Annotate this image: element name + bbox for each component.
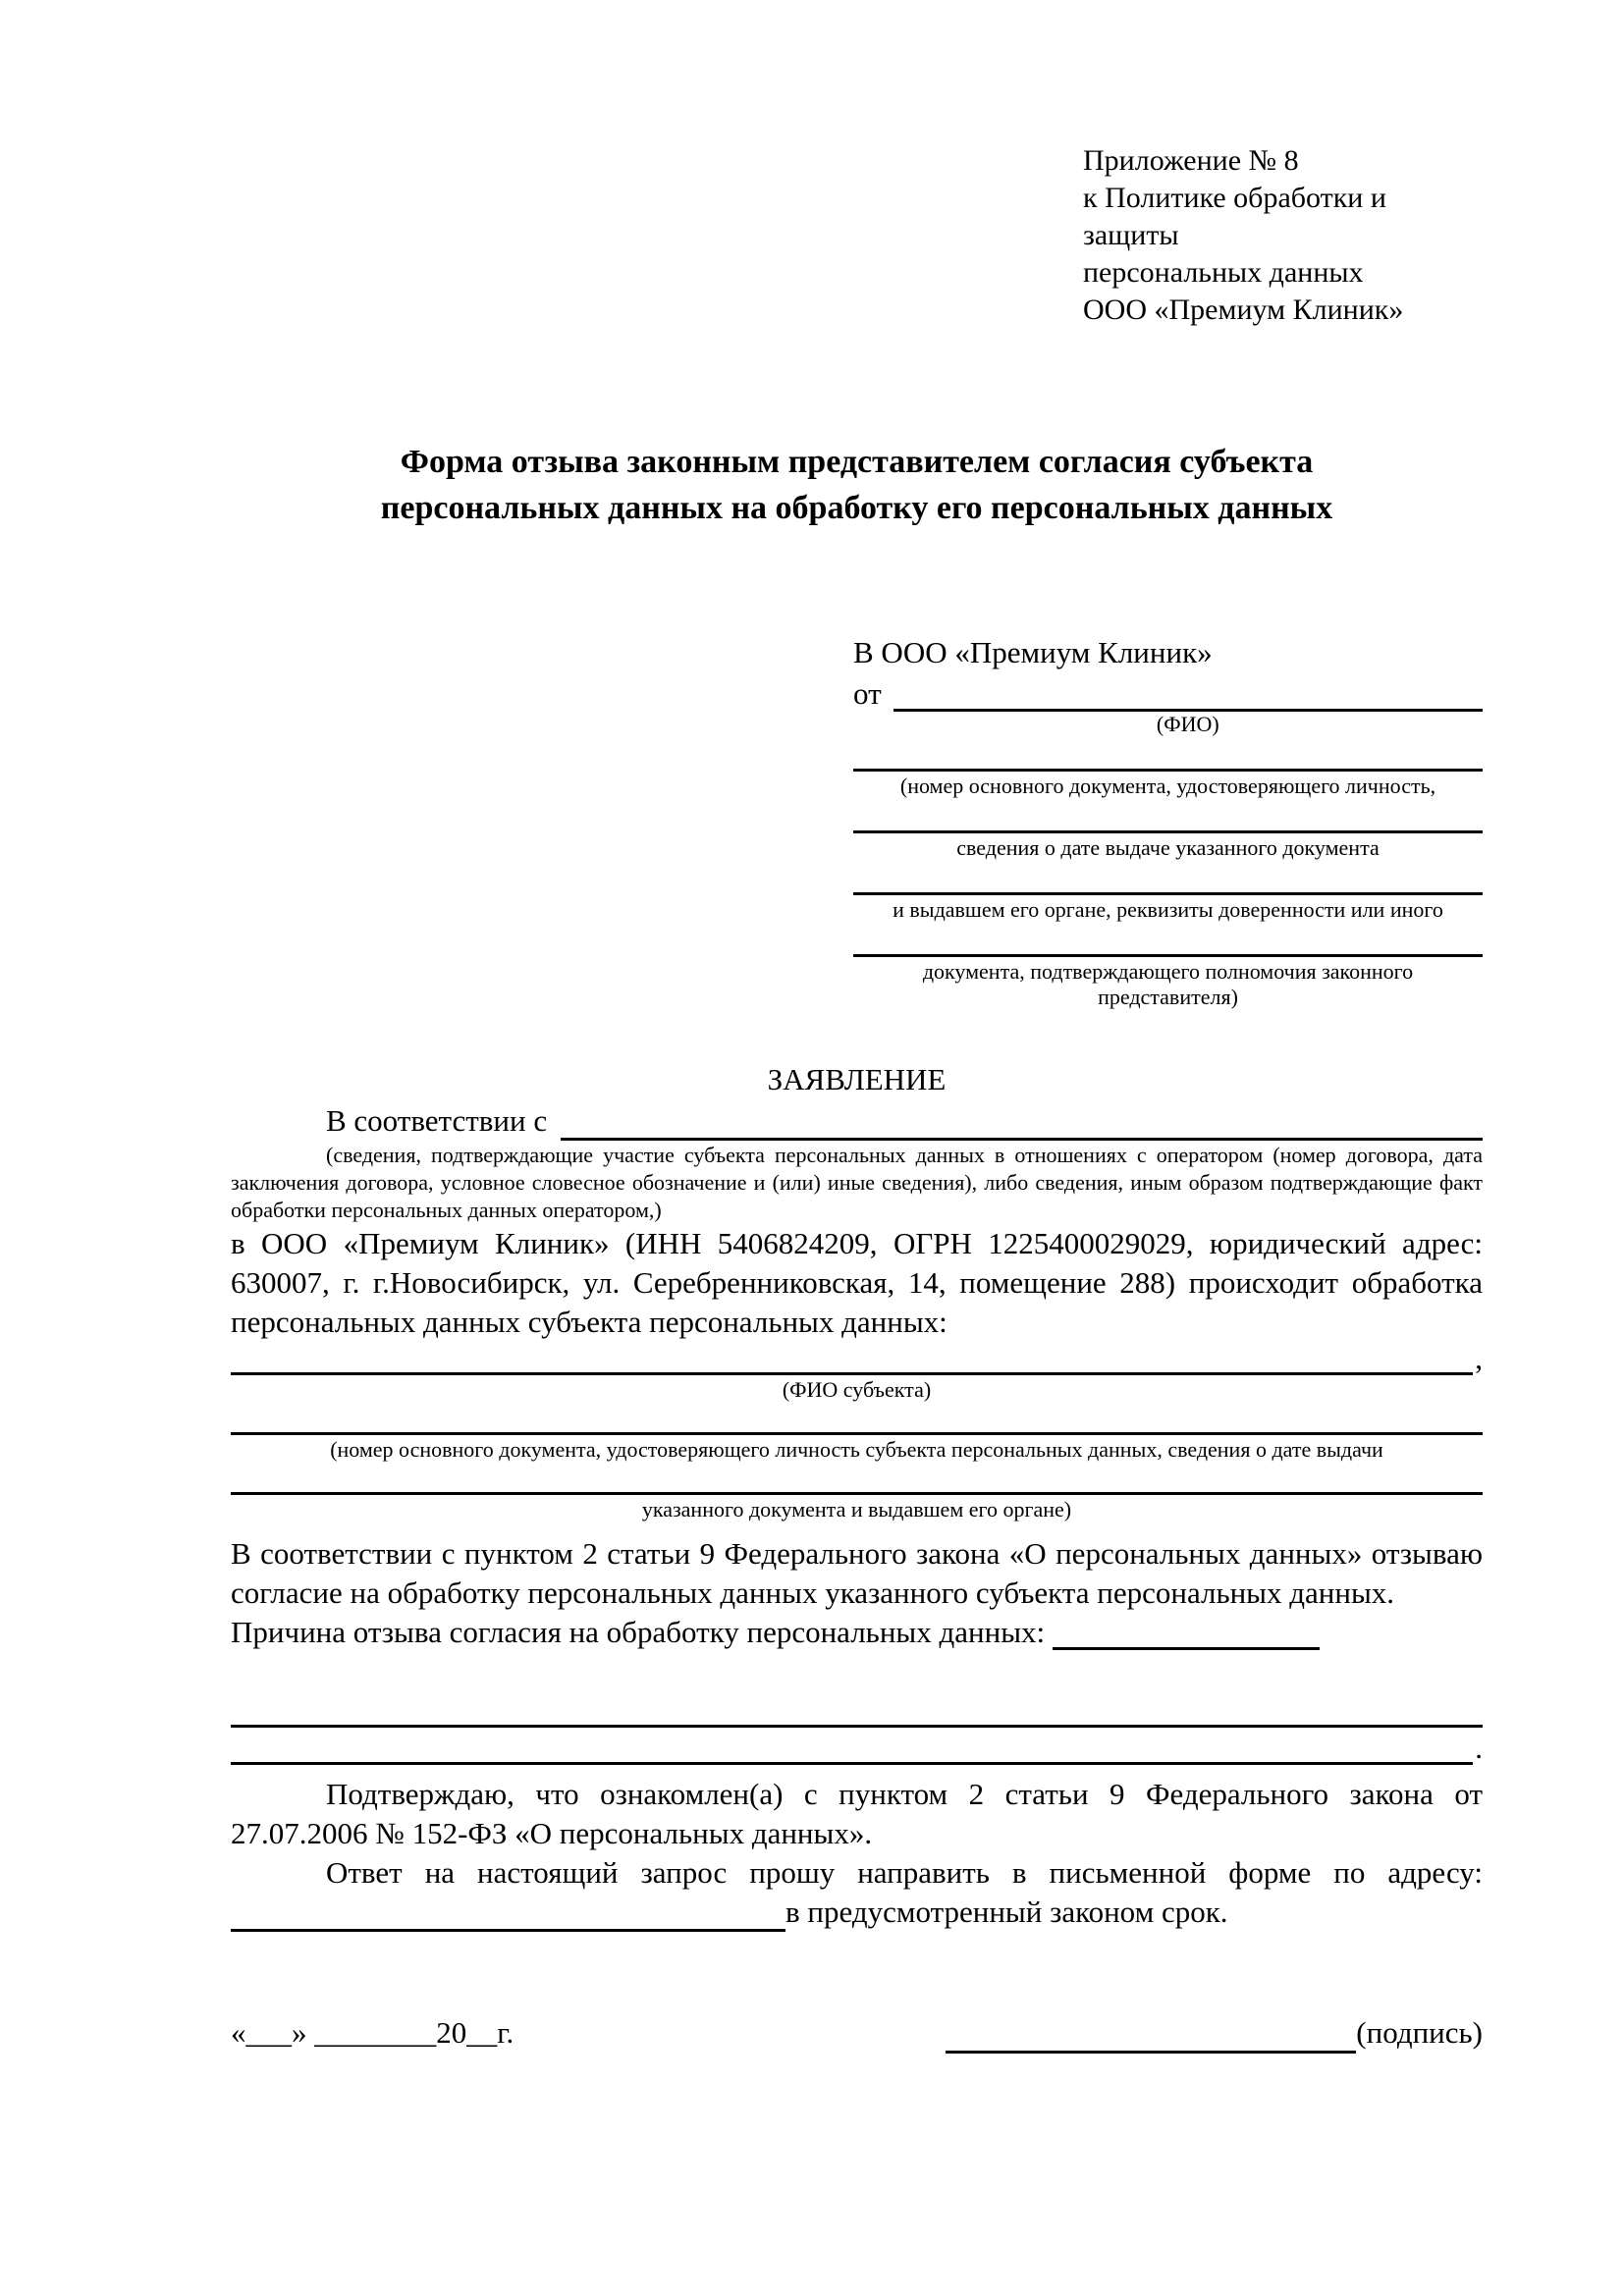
basis-blank-line bbox=[561, 1100, 1483, 1141]
from-label: от bbox=[853, 676, 882, 711]
doc-caption-4: документа, подтверждающего полномочия законного представителя) bbox=[922, 959, 1414, 1009]
subject-doc-caption-1: (номер основного документа, удостоверяющего личность субъекта персональных данных, сведения о дате выдачи bbox=[330, 1437, 1383, 1462]
blank-line bbox=[853, 737, 1483, 772]
document-title bbox=[231, 439, 1483, 531]
subject-fio-row bbox=[231, 1342, 1483, 1375]
reply-paragraph: Ответ на настоящий запрос прошу направить в письменной форме по адресу: bbox=[326, 1855, 1483, 1890]
signature-field bbox=[946, 2012, 1483, 2054]
trailing-comma: , bbox=[1475, 1341, 1483, 1375]
subject-doc-caption-2: указанного документа и выдавшем его органе) bbox=[641, 1497, 1072, 1522]
reply-tail: в предусмотренный законом срок. bbox=[785, 1895, 1228, 1929]
law-paragraph: В соответствии с пунктом 2 статьи 9 Федерального закона «О персональных данных» отзываю согласие на обработку персональных данных указанного субъекта персональных данных. bbox=[231, 1536, 1483, 1610]
representative-fio-blank-line bbox=[893, 673, 1483, 712]
subject-fio-caption: (ФИО субъекта) bbox=[782, 1377, 932, 1402]
in-accordance-label: В соответствии с bbox=[326, 1103, 548, 1138]
reason-extra-line-1 bbox=[231, 1695, 1483, 1728]
address-blank-line bbox=[231, 1899, 785, 1932]
reason-extra-row-1 bbox=[231, 1695, 1483, 1728]
representative-doc-field-2 bbox=[853, 799, 1483, 861]
signature-blank-line bbox=[946, 2021, 1356, 2054]
doc-caption-3: и выдавшем его органе, реквизиты доверенности или иного bbox=[893, 897, 1443, 922]
subject-doc-blank-line-2 bbox=[231, 1463, 1483, 1495]
subject-doc-blank-line-1 bbox=[231, 1403, 1483, 1435]
footer-row bbox=[231, 2012, 1483, 2054]
reply-address-row bbox=[231, 1893, 1483, 1932]
representative-doc-field-4 bbox=[853, 923, 1483, 1010]
blank-line bbox=[853, 799, 1483, 833]
appendix-line: ООО «Премиум Клиник» bbox=[1083, 294, 1404, 326]
subject-doc-row-1 bbox=[231, 1403, 1483, 1435]
statement-heading: ЗАЯВЛЕНИЕ bbox=[767, 1062, 947, 1096]
title-line-1: Форма отзыва законным представителем согласия субъекта bbox=[400, 444, 1314, 480]
blank-line bbox=[853, 861, 1483, 895]
appendix-note bbox=[1083, 142, 1483, 329]
representative-doc-field-1 bbox=[853, 737, 1483, 799]
doc-caption-1: (номер основного документа, удостоверяющего личность, bbox=[899, 774, 1436, 798]
operator-paragraph: в ООО «Премиум Клиник» (ИНН 5406824209, ОГРН 1225400029029, юридический адрес: 630007, г. г.Новосибирск, ул. Серебренниковская, 14, помещение 288) происходит обработка персональных данных субъекта персональных данных: bbox=[231, 1226, 1483, 1339]
basis-smallprint: (сведения, подтверждающие участие субъекта персональных данных в отношениях с оператором (номер договора, дата заключения договора, условное словесное обозначение и (или) иные сведения), либо сведения, иным образом подтверждающие факт обработки персональных данных оператором,) bbox=[231, 1143, 1483, 1222]
reason-row bbox=[231, 1613, 1483, 1652]
subject-fio-blank-line bbox=[231, 1343, 1473, 1375]
in-accordance-row bbox=[231, 1100, 1483, 1142]
trailing-period: . bbox=[1475, 1731, 1483, 1765]
addressee-organization: В ООО «Премиум Клиник» bbox=[853, 635, 1213, 669]
reason-blank-line bbox=[1053, 1614, 1320, 1650]
subject-doc-row-2 bbox=[231, 1463, 1483, 1495]
representative-doc-field-3 bbox=[853, 861, 1483, 923]
appendix-line: к Политике обработки и защиты bbox=[1083, 182, 1386, 251]
from-row bbox=[853, 673, 1483, 737]
reason-label: Причина отзыва согласия на обработку персональных данных: bbox=[231, 1615, 1046, 1649]
addressee-block bbox=[853, 632, 1483, 1010]
date-field: «___» ________20__г. bbox=[231, 2015, 514, 2050]
doc-caption-2: сведения о дате выдаче указанного документа bbox=[956, 835, 1380, 860]
title-line-2: персональных данных на обработку его персональных данных bbox=[380, 490, 1333, 526]
confirm-paragraph: Подтверждаю, что ознакомлен(а) с пунктом 2 статьи 9 Федерального закона от 27.07.2006 № 152-ФЗ «О персональных данных». bbox=[231, 1777, 1483, 1850]
reason-extra-line-2 bbox=[231, 1733, 1473, 1765]
signature-caption: (подпись) bbox=[1356, 2015, 1483, 2050]
fio-caption: (ФИО) bbox=[1156, 712, 1219, 736]
blank-line bbox=[853, 923, 1483, 957]
reason-extra-row-2 bbox=[231, 1732, 1483, 1765]
appendix-line: Приложение № 8 bbox=[1083, 144, 1299, 177]
appendix-line: персональных данных bbox=[1083, 256, 1364, 289]
